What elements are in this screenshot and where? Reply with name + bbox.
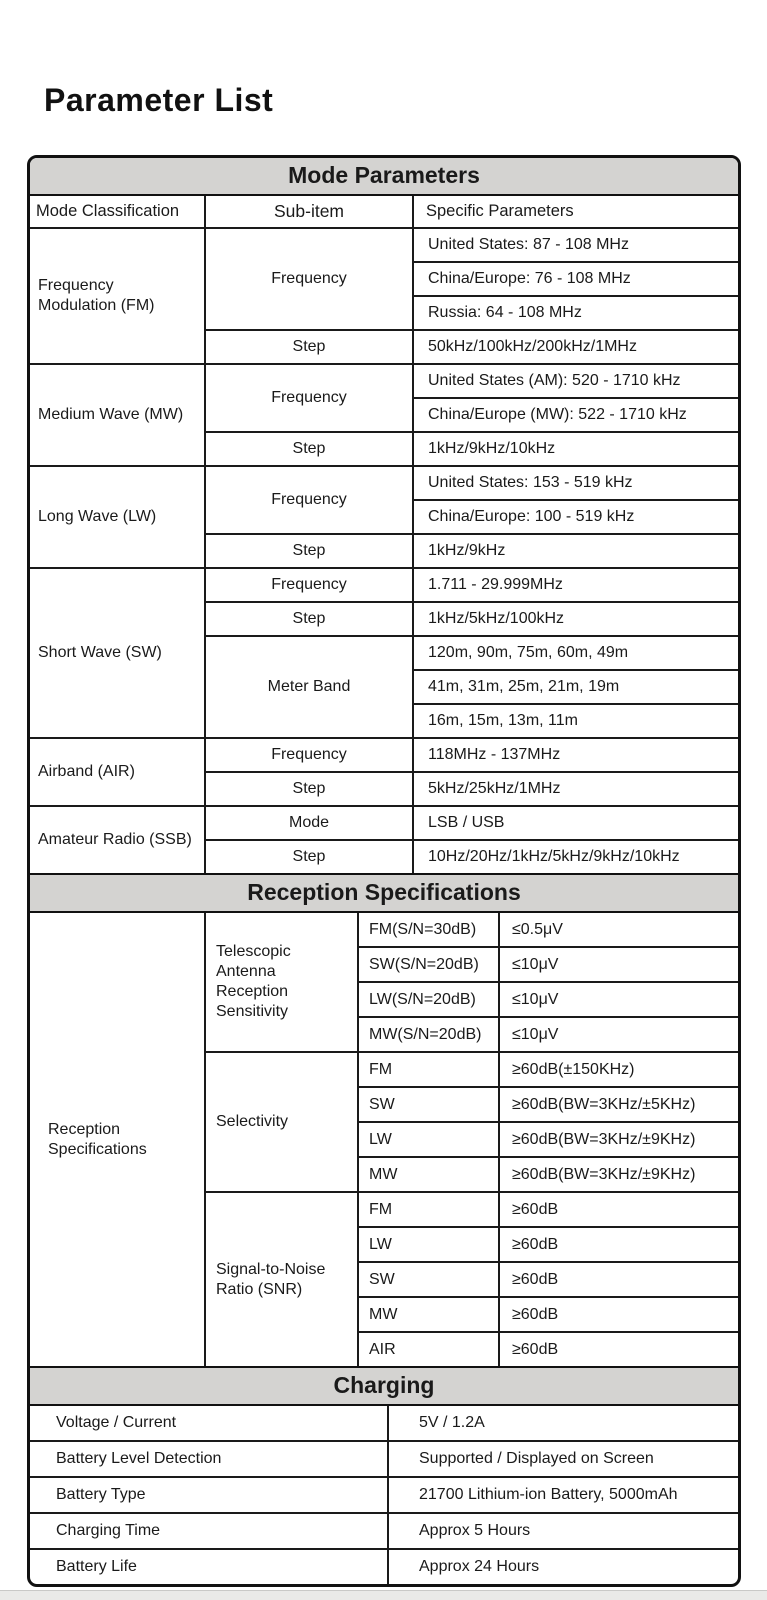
section-header-reception: Reception Specifications	[30, 873, 738, 913]
charging-label-cell: Charging Time	[30, 1513, 388, 1549]
value-cell: 10Hz/20Hz/1kHz/5kHz/9kHz/10kHz	[413, 840, 738, 873]
spec-value-cell: ≥60dB(BW=3KHz/±5KHz)	[499, 1087, 738, 1122]
value-cell: China/Europe: 76 - 108 MHz	[413, 262, 738, 296]
table-row	[30, 1513, 738, 1549]
charging-label-cell: Battery Life	[30, 1549, 388, 1584]
band-key-cell: MW	[358, 1297, 499, 1332]
value-cell: 5kHz/25kHz/1MHz	[413, 772, 738, 806]
band-key-cell: SW(S/N=20dB)	[358, 947, 499, 982]
mode-label: Frequency Modulation (FM)	[38, 277, 155, 314]
sub-item-cell: Step	[205, 330, 413, 364]
section-header-mode-parameters: Mode Parameters	[30, 158, 738, 196]
table-row	[30, 738, 738, 772]
spec-value-cell: ≤10μV	[499, 982, 738, 1017]
column-header-sub-item: Sub-item	[205, 196, 413, 228]
page-title: Parameter List	[44, 82, 274, 118]
column-header-specific-parameters: Specific Parameters	[413, 196, 738, 228]
band-key-cell: MW(S/N=20dB)	[358, 1017, 499, 1052]
section-header-charging: Charging	[30, 1366, 738, 1406]
spec-value-cell: ≥60dB(BW=3KHz/±9KHz)	[499, 1122, 738, 1157]
charging-value-cell: 21700 Lithium-ion Battery, 5000mAh	[388, 1477, 738, 1513]
sub-item-cell: Mode	[205, 806, 413, 840]
value-cell: 1kHz/5kHz/100kHz	[413, 602, 738, 636]
reception-group-selectivity: Selectivity	[205, 1052, 358, 1192]
mode-cell-fm	[30, 228, 205, 364]
value-cell: United States: 87 - 108 MHz	[413, 228, 738, 262]
spec-value-cell: ≥60dB(±150KHz)	[499, 1052, 738, 1087]
band-key-cell: FM	[358, 1192, 499, 1227]
reception-group-sensitivity: Telescopic Antenna Reception Sensitivity	[205, 913, 358, 1052]
value-cell: United States (AM): 520 - 1710 kHz	[413, 364, 738, 398]
sub-item-cell: Frequency	[205, 228, 413, 330]
band-key-cell: MW	[358, 1157, 499, 1192]
band-key-cell: SW	[358, 1087, 499, 1122]
mode-cell-ssb: Amateur Radio (SSB)	[30, 806, 205, 873]
mode-parameters-table	[30, 196, 738, 873]
charging-value-cell: Approx 24 Hours	[388, 1549, 738, 1584]
band-key-cell: AIR	[358, 1332, 499, 1366]
spec-value-cell: ≤10μV	[499, 947, 738, 982]
parameter-table	[27, 155, 741, 1587]
mode-cell-air: Airband (AIR)	[30, 738, 205, 806]
value-cell: 118MHz - 137MHz	[413, 738, 738, 772]
spec-value-cell: ≥60dB(BW=3KHz/±9KHz)	[499, 1157, 738, 1192]
band-key-cell: FM	[358, 1052, 499, 1087]
value-cell: United States: 153 - 519 kHz	[413, 466, 738, 500]
sub-item-cell: Frequency	[205, 466, 413, 534]
value-cell: 1.711 - 29.999MHz	[413, 568, 738, 602]
value-cell: 1kHz/9kHz/10kHz	[413, 432, 738, 466]
spec-value-cell: ≥60dB	[499, 1262, 738, 1297]
table-row	[30, 1406, 738, 1441]
table-row	[30, 806, 738, 840]
column-header-mode-classification: Mode Classification	[30, 196, 205, 228]
value-cell: 41m, 31m, 25m, 21m, 19m	[413, 670, 738, 704]
sub-item-cell: Meter Band	[205, 636, 413, 738]
charging-value-cell: Approx 5 Hours	[388, 1513, 738, 1549]
table-row	[30, 1549, 738, 1584]
spec-value-cell: ≥60dB	[499, 1192, 738, 1227]
charging-table	[30, 1406, 738, 1584]
value-cell: 1kHz/9kHz	[413, 534, 738, 568]
charging-value-cell: Supported / Displayed on Screen	[388, 1441, 738, 1477]
band-key-cell: SW	[358, 1262, 499, 1297]
spec-value-cell: ≥60dB	[499, 1297, 738, 1332]
mode-cell-sw: Short Wave (SW)	[30, 568, 205, 738]
sub-item-cell: Step	[205, 602, 413, 636]
table-row	[30, 913, 738, 947]
table-row	[30, 1441, 738, 1477]
sub-item-cell: Step	[205, 840, 413, 873]
value-cell: 50kHz/100kHz/200kHz/1MHz	[413, 330, 738, 364]
sub-item-cell: Frequency	[205, 738, 413, 772]
table-row	[30, 1477, 738, 1513]
reception-row-label: Reception Specifications	[30, 913, 205, 1366]
reception-specifications-table	[30, 913, 738, 1366]
spec-value-cell: ≤0.5μV	[499, 913, 738, 947]
spec-value-cell: ≥60dB	[499, 1227, 738, 1262]
value-cell: LSB / USB	[413, 806, 738, 840]
charging-value-cell: 5V / 1.2A	[388, 1406, 738, 1441]
sub-item-cell: Step	[205, 772, 413, 806]
value-cell: 120m, 90m, 75m, 60m, 49m	[413, 636, 738, 670]
band-key-cell: FM(S/N=30dB)	[358, 913, 499, 947]
reception-group-snr: Signal-to-Noise Ratio (SNR)	[205, 1192, 358, 1366]
page-bottom-divider	[0, 1590, 767, 1600]
table-row	[30, 228, 738, 262]
value-cell: 16m, 15m, 13m, 11m	[413, 704, 738, 738]
mode-cell-mw: Medium Wave (MW)	[30, 364, 205, 466]
band-key-cell: LW(S/N=20dB)	[358, 982, 499, 1017]
charging-label-cell: Voltage / Current	[30, 1406, 388, 1441]
sub-item-cell: Step	[205, 534, 413, 568]
table-row	[30, 568, 738, 602]
charging-label-cell: Battery Level Detection	[30, 1441, 388, 1477]
mode-cell-lw: Long Wave (LW)	[30, 466, 205, 568]
band-key-cell: LW	[358, 1227, 499, 1262]
value-cell: China/Europe (MW): 522 - 1710 kHz	[413, 398, 738, 432]
spec-value-cell: ≥60dB	[499, 1332, 738, 1366]
value-cell: China/Europe: 100 - 519 kHz	[413, 500, 738, 534]
sub-item-cell: Step	[205, 432, 413, 466]
sub-item-cell: Frequency	[205, 568, 413, 602]
sub-item-cell: Frequency	[205, 364, 413, 432]
table-header-row	[30, 196, 738, 228]
spec-value-cell: ≤10μV	[499, 1017, 738, 1052]
table-row	[30, 364, 738, 398]
table-row	[30, 466, 738, 500]
charging-label-cell: Battery Type	[30, 1477, 388, 1513]
value-cell: Russia: 64 - 108 MHz	[413, 296, 738, 330]
band-key-cell: LW	[358, 1122, 499, 1157]
